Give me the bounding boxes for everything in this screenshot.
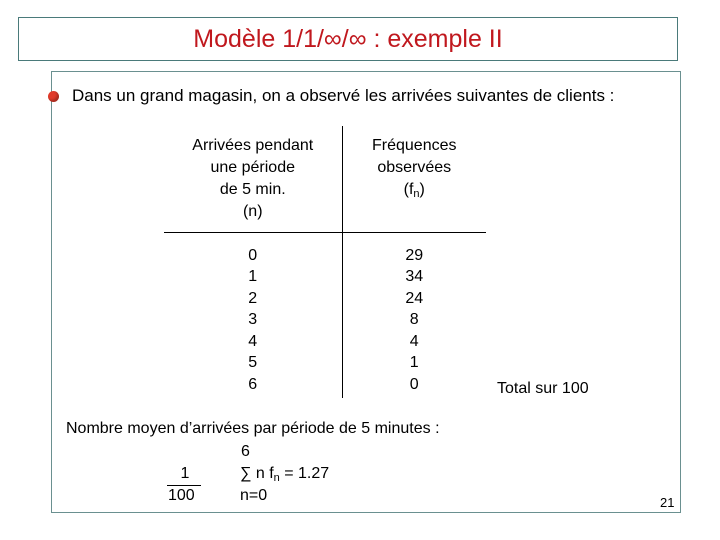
sum-term-subscript: n	[273, 472, 280, 484]
table-data-row	[164, 232, 486, 398]
frequency-table	[164, 126, 486, 398]
slide-title	[18, 17, 678, 61]
f-value: 24	[405, 289, 424, 307]
sum-term: n f	[255, 465, 274, 482]
total-label: Total sur 100	[497, 380, 589, 397]
bullet-icon	[48, 91, 59, 102]
header-arrivals-line: Arrivées pendant	[192, 137, 314, 154]
mean-text: Nombre moyen d’arrivées par période de 5 minutes :	[66, 420, 440, 437]
n-value: 6	[248, 375, 258, 393]
fn-close: )	[419, 181, 425, 198]
n-value: 1	[248, 268, 258, 285]
f-value: 34	[405, 268, 424, 285]
header-arrivals-line: (n)	[242, 203, 263, 220]
n-value: 3	[248, 311, 258, 328]
slide-title-text: Modèle 1/1/∞/∞ : exemple II	[193, 24, 503, 53]
intro-text: Dans un grand magasin, on a observé les arrivées suivantes de clients :	[72, 86, 615, 105]
header-frequencies-line: Fréquences	[372, 137, 457, 154]
n-value: 0	[248, 246, 258, 264]
f-values-cell	[342, 232, 486, 398]
table-header-row	[164, 126, 486, 232]
header-arrivals-line: une période	[210, 159, 295, 176]
fn-subscript: n	[413, 188, 420, 200]
fraction-bar	[167, 485, 201, 486]
sum-upper-limit: 6	[241, 443, 250, 460]
sigma-symbol: ∑	[240, 465, 252, 482]
header-frequencies-symbol	[343, 179, 487, 205]
fraction-numerator: 1	[180, 465, 190, 482]
n-value: 2	[248, 289, 258, 307]
header-frequencies-line: observées	[377, 159, 452, 176]
header-arrivals	[164, 126, 342, 232]
fraction-denominator: 100	[168, 487, 195, 504]
sum-result: = 1.27	[284, 465, 330, 482]
f-value: 8	[409, 311, 419, 328]
fn-symbol: (f	[403, 181, 414, 198]
f-value: 0	[409, 375, 419, 393]
n-value: 5	[248, 354, 258, 371]
sum-lower-limit: n=0	[240, 487, 268, 504]
sum-expression	[240, 465, 329, 484]
header-frequencies	[342, 126, 486, 232]
f-value: 4	[409, 332, 419, 350]
n-values-cell	[164, 232, 342, 398]
n-value: 4	[248, 332, 258, 350]
f-value: 29	[405, 246, 424, 264]
page-number: 21	[660, 495, 675, 510]
f-value: 1	[409, 354, 419, 371]
header-arrivals-line: de 5 min.	[219, 181, 286, 198]
